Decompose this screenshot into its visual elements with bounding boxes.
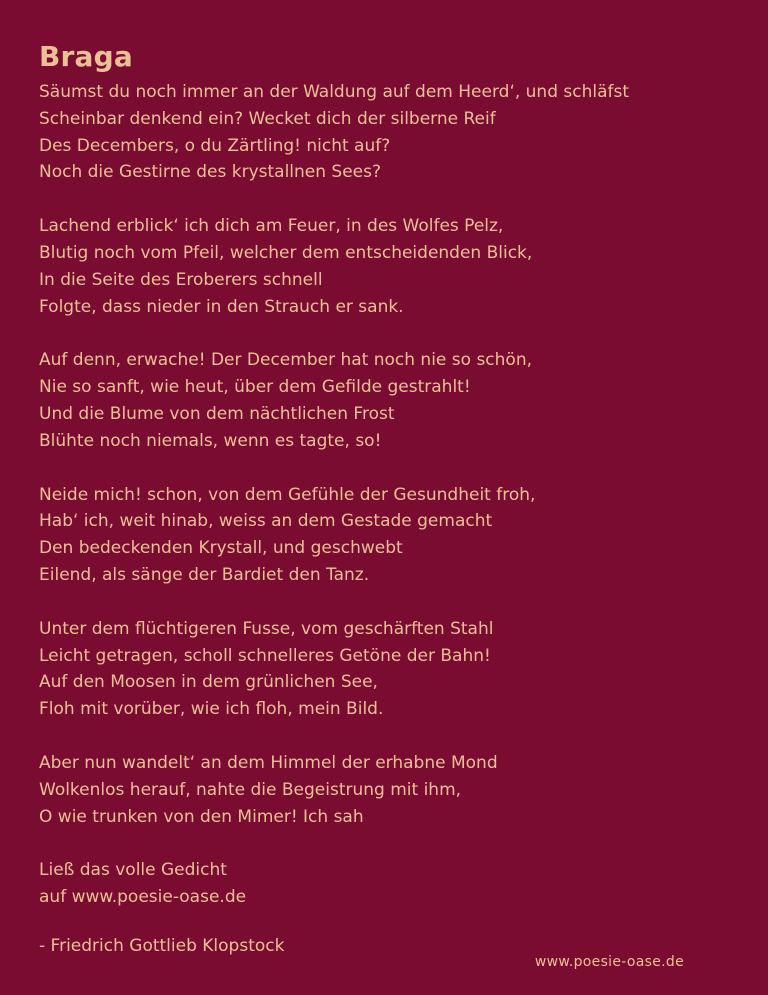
stanza-4 bbox=[39, 482, 739, 589]
poem-line: Blutig noch vom Pfeil, welcher dem entscheidenden Blick, bbox=[39, 242, 533, 263]
poem-line: O wie trunken von den Mimer! Ich sah bbox=[39, 806, 364, 827]
poem-line: Folgte, dass nieder in den Strauch er sank. bbox=[39, 296, 404, 317]
poem-line: Auf denn, erwache! Der December hat noch nie so schön, bbox=[39, 350, 533, 371]
poem-line: Und die Blume von dem nächtlichen Frost bbox=[39, 403, 395, 424]
poem-line: Säumst du noch immer an der Waldung auf dem Heerd‘, und schläfst bbox=[39, 82, 630, 102]
note-line: auf www.poesie-oase.de bbox=[39, 887, 247, 908]
stanza-3 bbox=[39, 347, 739, 454]
poem-line: Noch die Gestirne des krystallnen Sees? bbox=[39, 162, 382, 183]
stanza-2 bbox=[39, 213, 739, 320]
stanza-1 bbox=[39, 79, 739, 186]
poem-title: Braga bbox=[39, 40, 133, 73]
note-line: Ließ das volle Gedicht bbox=[39, 860, 227, 881]
poem-line: Unter dem flüchtigeren Fusse, vom geschärften Stahl bbox=[39, 618, 494, 639]
poem-line: Nie so sanft, wie heut, über dem Gefilde gestrahlt! bbox=[39, 377, 471, 398]
poem-line: Den bedeckenden Krystall, und geschwebt bbox=[39, 538, 403, 559]
stanza-5 bbox=[39, 616, 739, 723]
poem-line: Scheinbar denkend ein? Wecket dich der silberne Reif bbox=[39, 108, 496, 129]
poem-line: Leicht getragen, scholl schnelleres Getöne der Bahn! bbox=[39, 645, 491, 666]
poem-line: Hab‘ ich, weit hinab, weiss an dem Gestade gemacht bbox=[39, 511, 493, 532]
poem-line: Aber nun wandelt‘ an dem Himmel der erhabne Mond bbox=[39, 752, 498, 773]
poem-author: - Friedrich Gottlieb Klopstock bbox=[39, 936, 285, 957]
stanza-6 bbox=[39, 750, 739, 830]
poem-line: Lachend erblick‘ ich dich am Feuer, in des Wolfes Pelz, bbox=[39, 216, 504, 237]
poem-line: Wolkenlos herauf, nahte die Begeistrung mit ihm, bbox=[39, 779, 462, 800]
poem-line: In die Seite des Eroberers schnell bbox=[39, 269, 323, 290]
poem-line: Floh mit vorüber, wie ich floh, mein Bild. bbox=[39, 699, 384, 720]
poem-line: Des Decembers, o du Zärtling! nicht auf? bbox=[39, 135, 391, 156]
poem-line: Eilend, als sänge der Bardiet den Tanz. bbox=[39, 564, 370, 585]
footer-watermark-url: www.poesie-oase.de bbox=[534, 954, 684, 970]
poem-line: Blühte noch niemals, wenn es tagte, so! bbox=[39, 430, 382, 451]
full-poem-note bbox=[39, 857, 739, 911]
poem-page bbox=[39, 40, 739, 959]
poem-line: Auf den Moosen in dem grünlichen See, bbox=[39, 672, 378, 693]
poem-line: Neide mich! schon, von dem Gefühle der Gesundheit froh, bbox=[39, 484, 536, 505]
